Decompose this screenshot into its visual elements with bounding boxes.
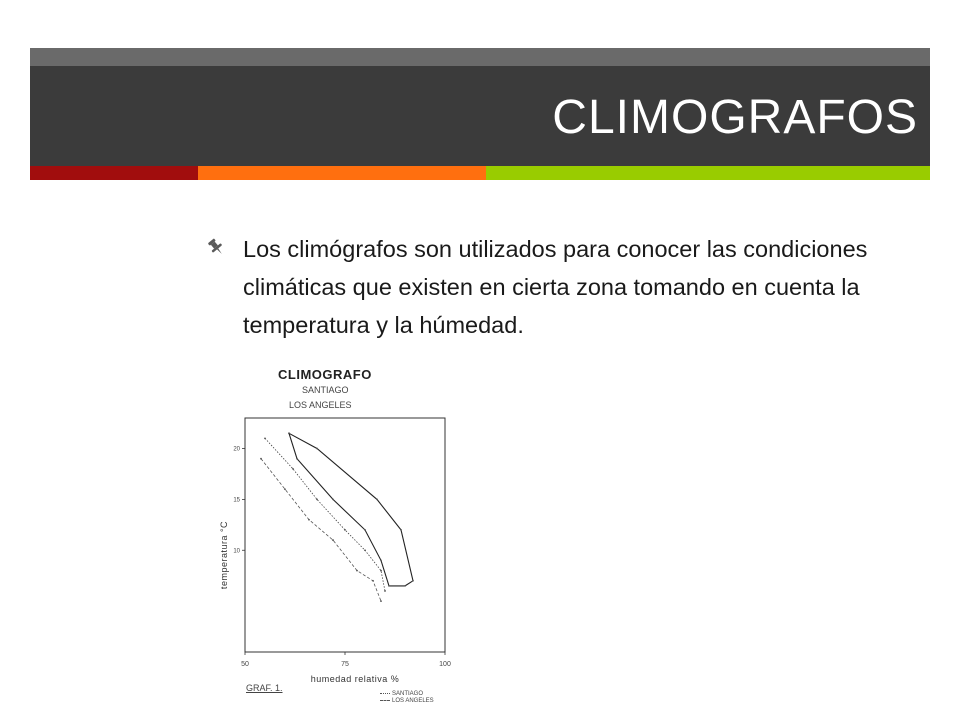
figure-subtitle-los-angeles: LOS ANGELES (289, 400, 352, 410)
figure-subtitle-santiago: SANTIAGO (302, 385, 349, 395)
data-point (380, 600, 382, 602)
slide-title: CLIMOGRAFOS (552, 91, 918, 144)
data-point (380, 570, 382, 572)
data-point (384, 590, 386, 592)
data-point (316, 498, 318, 500)
data-point (292, 468, 294, 470)
data-point (264, 437, 266, 439)
y-tick-label: 20 (233, 446, 240, 453)
y-tick-label: 10 (233, 548, 240, 555)
figure-caption: GRAF. 1. (246, 683, 283, 693)
title-bar-topline (30, 48, 930, 66)
stripe-green (486, 166, 930, 180)
x-tick-label: 100 (439, 661, 451, 668)
figure-title: CLIMOGRAFO (278, 367, 372, 382)
data-point (356, 570, 358, 572)
x-tick-label: 50 (241, 661, 249, 668)
data-point (364, 549, 366, 551)
stripe-red (30, 166, 198, 180)
data-point (380, 560, 382, 562)
data-point (388, 585, 390, 587)
stripe-orange (198, 166, 486, 180)
y-tick-label: 15 (233, 497, 240, 504)
legend-item-santiago (380, 691, 434, 698)
data-point (316, 448, 318, 450)
x-axis-label: humedad relativa % (310, 674, 400, 684)
data-point (308, 519, 310, 521)
data-point (400, 529, 402, 531)
pushpin-icon (206, 237, 226, 257)
data-point (332, 539, 334, 541)
legend-label-santiago: SANTIAGO (392, 691, 424, 697)
legend-swatch-santiago (380, 693, 390, 694)
data-point (296, 458, 298, 460)
bullet-text: Los climógrafos son utilizados para conocer las condiciones climáticas que existen en cierta zona tomando en cuenta la temperatura y la húmedad. (243, 236, 868, 338)
data-point (288, 432, 290, 434)
x-tick-label: 75 (341, 661, 349, 668)
data-point (404, 585, 406, 587)
legend-label-los-angeles: LOS ANGELES (392, 698, 434, 704)
data-point (284, 488, 286, 490)
legend-item-los-angeles (380, 698, 434, 705)
data-point (260, 458, 262, 460)
legend-swatch-los-angeles (380, 700, 390, 701)
chart-legend (380, 691, 434, 705)
y-axis-label: temperatura °C (219, 520, 229, 590)
data-point (372, 580, 374, 582)
data-point (332, 498, 334, 500)
data-point (376, 498, 378, 500)
data-point (344, 529, 346, 531)
title-bar (30, 48, 930, 166)
data-point (412, 580, 414, 582)
data-point (364, 529, 366, 531)
